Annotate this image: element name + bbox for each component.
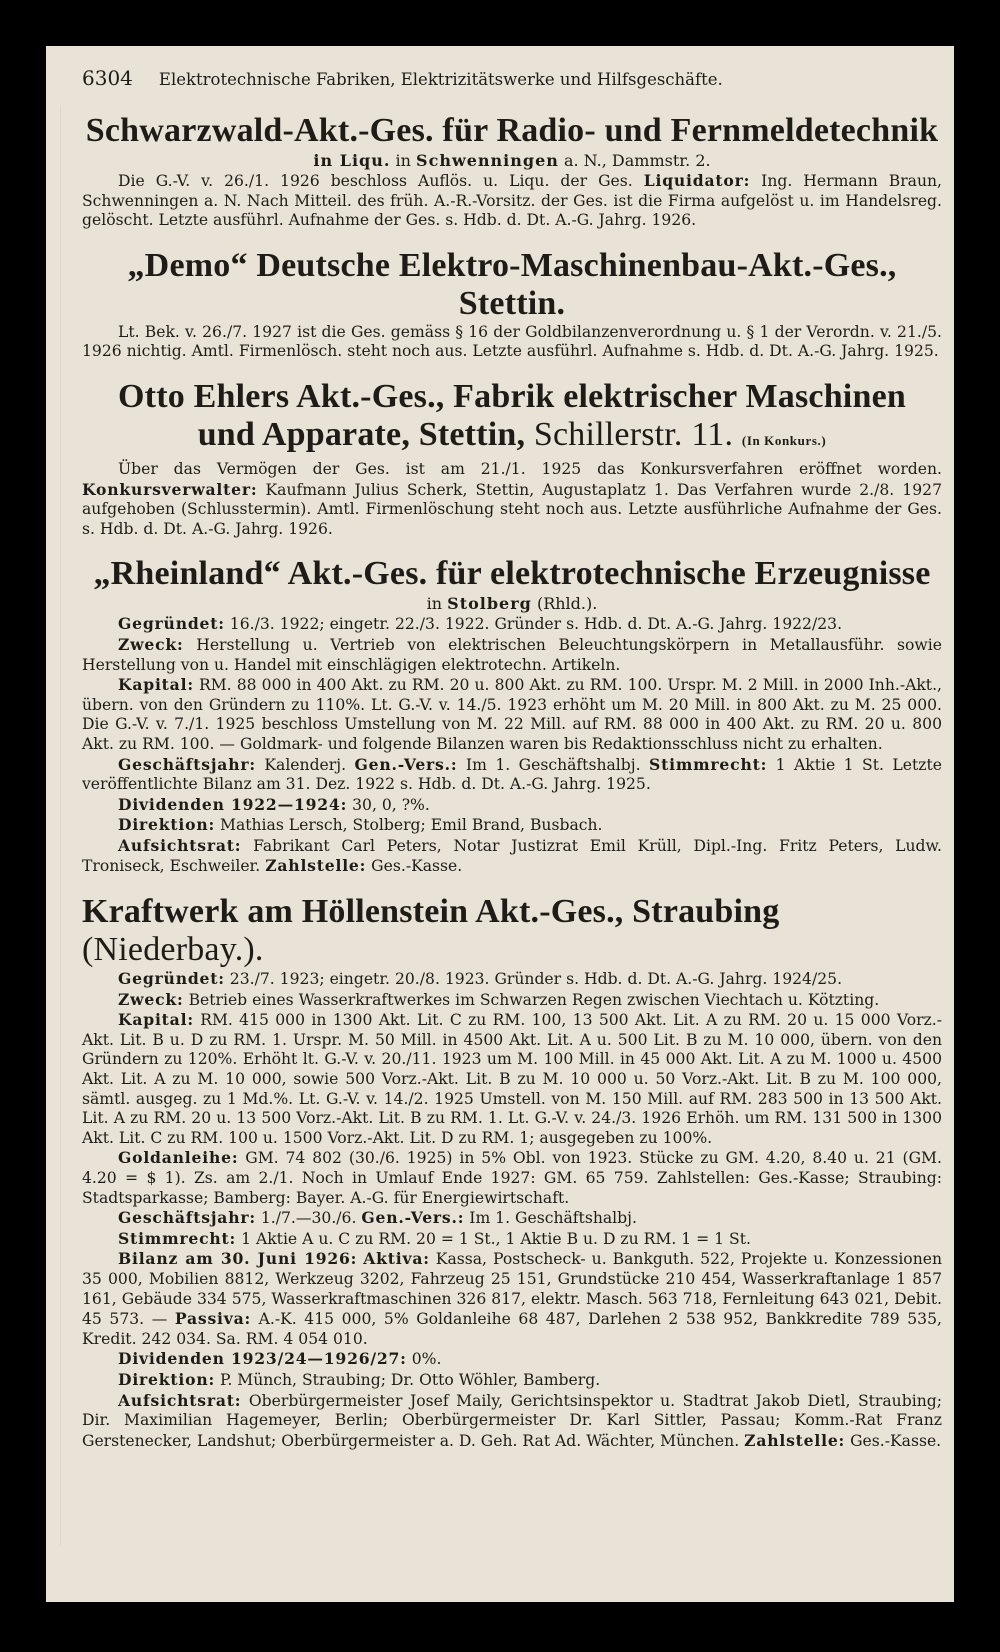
entry-title: Schwarzwald-Akt.-Ges. für Radio- und Fernmeldetechnik <box>85 112 939 149</box>
entry-kraftwerk-hoellenstein <box>82 893 942 1451</box>
zweck-line: Zweck: Betrieb eines Wasserkraftwerkes im Schwarzen Regen zwischen Viechtach u. Kötzting. <box>118 989 880 1009</box>
entry-text: Über das Vermögen der Ges. ist am 21./1. 1925 das Konkursverfahren eröffnet worden. Konkursverwalter: Kaufmann Julius Scherk, Stettin, Augustaplatz 1. Das Verfahren wurde 2./8. 1927 aufgehoben (Schlusstermin). Amtl. Firmenlöschung steht noch aus. Letzte ausführliche Aufnahme der Ges. s. Hdb. d. Dt. A.-G. Jahrg. 1926. <box>82 459 942 538</box>
aufsichtsrat-line: Aufsichtsrat: Oberbürgermeister Josef Maily, Gerichtsinspektor u. Stadtrat Jakob Dietl, Straubing; Dir. Maximilian Hagemeyer, Berlin; Oberbürgermeister Dr. Karl Sittler, Passau; Komm.-Rat Franz Gerstenecker, Landshut; Oberbürgermeister a. D. Geh. Rat Ad. Wächter, München. Zahlstelle: Ges.-Kasse. <box>82 1390 942 1450</box>
dividenden-line: Dividenden 1923/24—1926/27: 0%. <box>118 1349 442 1369</box>
zweck-line: Zweck: Herstellung u. Vertrieb von elektrischen Beleuchtungskörpern in Metallausführ. sowie Herstellung von u. Handel mit einschlägigen elektrotechn. Artikeln. <box>82 634 942 674</box>
entry-text: Die G.-V. v. 26./1. 1926 beschloss Auflös. u. Liqu. der Ges. Liquidator: Ing. Hermann Braun, Schwenningen a. N. Nach Mitteil. des früh. A.-R.-Vorsitz. der Ges. ist die Firma aufgelöst u. im Handelsreg. gelöscht. Letzte ausführl. Aufnahme der Ges. s. Hdb. d. Dt. A.-G. Jahrg. 1926. <box>82 171 942 230</box>
entry-title: Otto Ehlers Akt.-Ges., Fabrik elektrischer Maschinen <box>118 377 906 415</box>
entry-subtitle: in Liqu. in Schwenningen a. N., Dammstr. 2. <box>313 151 711 170</box>
geschaeftsjahr-line: Geschäftsjahr: Kalenderj. Gen.-Vers.: Im 1. Geschäftshalbj. Stimmrecht: 1 Aktie 1 St. Letzte veröffentlichte Bilanz am 31. Dez. 1922 s. Hdb. d. Dt. A.-G. Jahrg. 1925. <box>82 754 942 794</box>
entry-title: Kraftwerk am Höllenstein Akt.-Ges., Straubing (Niederbay.). <box>82 893 780 969</box>
direktion-line: Direktion: Mathias Lersch, Stolberg; Emil Brand, Busbach. <box>118 815 603 835</box>
gegruendet-line: Gegründet: 23./7. 1923; eingetr. 20./8. 1923. Gründer s. Hdb. d. Dt. A.-G. Jahrg. 1924/25. <box>118 969 843 989</box>
goldanleihe-line: Goldanleihe: GM. 74 802 (30./6. 1925) in 5% Obl. von 1923. Stücke zu GM. 4.20, 8.40 u. 21 (GM. 4.20 = $ 1). Zs. am 2./1. Noch in Umlauf Ende 1927: GM. 65 759. Zahlstellen: Ges.-Kasse; Straubing: Stadtsparkasse; Bamberg: Bayer. A.-G. für Energiewirtschaft. <box>82 1148 942 1207</box>
entry-otto-ehlers <box>82 378 942 539</box>
entry-title-line2: und Apparate, Stettin, Schillerstr. 11. (In Konkurs.) <box>197 415 827 453</box>
entry-subtitle: in Stolberg (Rhld.). <box>426 594 598 614</box>
dividenden-line: Dividenden 1922—1924: 30, 0, ?%. <box>118 794 430 814</box>
entry-text: Lt. Bek. v. 26./7. 1927 ist die Ges. gemäss § 16 der Goldbilanzenverordnung u. § 1 der Verordn. v. 21./5. 1926 nichtig. Amtl. Firmenlösch. steht noch aus. Letzte ausführl. Aufnahme s. Hdb. d. Dt. A.-G. Jahrg. 1925. <box>82 322 942 361</box>
stimmrecht-line: Stimmrecht: 1 Aktie A u. C zu RM. 20 = 1 St., 1 Aktie B u. D zu RM. 1 = 1 St. <box>118 1228 751 1248</box>
entry-schwarzwald <box>82 112 942 231</box>
running-head <box>82 66 942 90</box>
page-crease <box>60 106 61 1546</box>
kapital-line: Kapital: RM. 88 000 in 400 Akt. zu RM. 20 u. 800 Akt. zu RM. 100. Urspr. M. 2 Mill. in 2000 Inh.-Akt., übern. von den Gründern zu 110%. Lt. G.-V. v. 14./5. 1923 erhöht um M. 20 Mill. in 800 Akt. zu M. 25 000. Die G.-V. v. 7./1. 1925 beschloss Umstellung von M. 22 Mill. auf RM. 88 000 in 400 Akt. zu RM. 20 u. 800 Akt. zu RM. 100. — Goldmark- und folgende Bilanzen waren bis Redaktionsschluss nicht zu erhalten. <box>82 675 942 753</box>
document-page <box>46 46 954 1602</box>
geschaeftsjahr-line: Geschäftsjahr: 1./7.—30./6. Gen.-Vers.: Im 1. Geschäftshalbj. <box>118 1208 637 1228</box>
entry-demo <box>82 247 942 362</box>
entry-rheinland <box>82 555 942 877</box>
entry-title: „Rheinland“ Akt.-Ges. für elektrotechnische Erzeugnisse <box>93 555 931 593</box>
kapital-line: Kapital: RM. 415 000 in 1300 Akt. Lit. C zu RM. 100, 13 500 Akt. Lit. A zu RM. 20 u. 15 000 Vorz.-Akt. Lit. B u. D zu RM. 1. Urspr. M. 50 Mill. in 4500 Akt. Lit. A u. 500 Lit. B zu M. 10 000, übern. von den Gründern zu 120%. Erhöht lt. G.-V. v. 20./11. 1923 um M. 100 Mill. in 45 000 Akt. Lit. A zu M. 1000 u. 4500 Akt. Lit. A zu M. 10 000, sowie 500 Vorz.-Akt. Lit. B zu M. 10 000 u. 50 Vorz.-Akt. Lit. B zu M. 100 000, sämtl. ausgeg. zu 1 Md.%. Lt. G.-V. v. 14./2. 1925 Umstell. von M. 150 Mill. auf RM. 283 500 in 13 500 Akt. Lit. A zu RM. 20 u. 13 500 Vorz.-Akt. Lit. B zu RM. 1. Lt. G.-V. v. 24./3. 1926 Erhöh. um RM. 131 500 in 1300 Akt. Lit. C zu RM. 100 u. 1500 Vorz.-Akt. Lit. D zu RM. 1; ausgegeben zu 100%. <box>82 1010 942 1147</box>
gegruendet-line: Gegründet: 16./3. 1922; eingetr. 22./3. 1922. Gründer s. Hdb. d. Dt. A.-G. Jahrg. 1922/23. <box>118 614 843 634</box>
page-number: 6304 <box>82 66 133 90</box>
entry-title: „Demo“ Deutsche Elektro-Maschinenbau-Akt.-Ges., Stettin. <box>127 246 897 322</box>
aufsichtsrat-line: Aufsichtsrat: Fabrikant Carl Peters, Notar Justizrat Emil Krüll, Dipl.-Ing. Fritz Peters, Ludw. Troniseck, Eschweiler. Zahlstelle: Ges.-Kasse. <box>82 835 942 876</box>
direktion-line: Direktion: P. Münch, Straubing; Dr. Otto Wöhler, Bamberg. <box>118 1369 601 1389</box>
entry-status-note: (In Konkurs.) <box>741 432 827 448</box>
running-title: Elektrotechnische Fabriken, Elektrizitätswerke und Hilfsgeschäfte. <box>158 70 723 89</box>
page-content <box>82 66 942 1467</box>
bilanz-line: Bilanz am 30. Juni 1926: Aktiva: Kassa, Postscheck- u. Bankguth. 522, Projekte u. Konzessionen 35 000, Mobilien 8812, Werkzeug 3202, Fahrzeug 25 151, Grundstücke 210 454, Wasserkraftanlage 1 857 161, Gebäude 334 575, Wasserkraftmaschinen 326 817, elektr. Masch. 563 718, Fernleitung 643 021, Debit. 45 573. — Passiva: A.-K. 415 000, 5% Goldanleihe 68 487, Darlehen 2 538 952, Bankkredite 789 535, Kredit. 242 034. Sa. RM. 4 054 010. <box>82 1249 943 1348</box>
